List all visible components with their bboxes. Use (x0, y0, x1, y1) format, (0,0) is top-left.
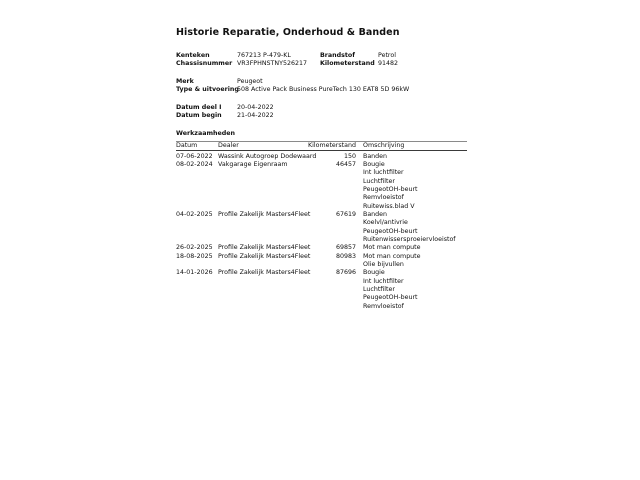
cell-kilometerstand: 87696 (335, 269, 356, 277)
datum-deel-label: Datum deel I (176, 103, 222, 111)
datum-begin-value: 21-04-2022 (237, 112, 274, 120)
omschrijving-line: Ruitenwissersproeiervloeistof (363, 236, 456, 244)
table-row (176, 161, 467, 211)
cell-datum: 18-08-2025 (176, 252, 213, 260)
table-header-row (176, 141, 467, 152)
table-row (176, 211, 467, 244)
chassisnummer-value: VR3FPHNSTNY526217 (237, 60, 307, 68)
report-page (176, 27, 467, 311)
kilometerstand-label: Kilometerstand (320, 60, 375, 68)
cell-datum: 08-02-2024 (176, 160, 213, 168)
omschrijving-line: Ruitewiss.blad V (363, 202, 415, 210)
omschrijving-line: Bougie (363, 160, 385, 168)
omschrijving-line: Int luchtfilter (363, 169, 404, 177)
type-uitvoering-label: Type & uitvoering (176, 86, 239, 94)
table-row (176, 253, 467, 270)
omschrijving-line: Remvloeistof (363, 194, 404, 202)
cell-kilometerstand: 150 (343, 152, 356, 160)
chassisnummer-label: Chassisnummer (176, 60, 233, 68)
cell-datum: 14-01-2026 (176, 269, 213, 277)
omschrijving-line: Banden (363, 211, 388, 218)
omschrijving-line: PeugeotOH-beurt (363, 294, 418, 302)
omschrijving-line: Banden (363, 152, 388, 160)
dates-section (176, 104, 467, 121)
cell-kilometerstand: 80983 (335, 252, 356, 260)
omschrijving-line: Luchtfilter (363, 286, 395, 294)
datum-begin-label: Datum begin (176, 112, 222, 120)
vehicle-type-section (176, 78, 467, 95)
merk-value: Peugeot (237, 77, 263, 85)
cell-datum: 04-02-2025 (176, 211, 213, 218)
type-uitvoering-value: 508 Active Pack Business PureTech 130 EAT8 5D 96kW (237, 86, 410, 94)
cell-omschrijving (356, 161, 467, 211)
cell-dealer: Profile Zakelijk Masters4Fleet (218, 252, 311, 260)
table-row (176, 153, 467, 161)
omschrijving-line: Bougie (363, 269, 385, 277)
cell-omschrijving (356, 153, 467, 161)
omschrijving-line: Olie bijvullen (363, 261, 404, 269)
kenteken-label: Kenteken (176, 52, 210, 59)
cell-dealer: Profile Zakelijk Masters4Fleet (218, 244, 311, 252)
column-header-datum: Datum (176, 141, 198, 149)
omschrijving-line: Luchtfilter (363, 177, 395, 185)
werkzaamheden-table (176, 141, 467, 312)
omschrijving-line: PeugeotOH-beurt (363, 227, 418, 235)
cell-dealer: Vakgarage Eigenraam (218, 160, 288, 168)
cell-omschrijving (356, 253, 467, 270)
kilometerstand-value: 91482 (378, 60, 399, 68)
cell-kilometerstand: 46457 (335, 160, 356, 168)
omschrijving-line: Mot man compute (363, 244, 421, 252)
omschrijving-line: PeugeotOH-beurt (363, 185, 418, 193)
table-row (176, 244, 467, 252)
vehicle-id-section (176, 52, 467, 69)
cell-omschrijving (356, 211, 467, 244)
table-row (176, 269, 467, 311)
werkzaamheden-section-title: Werkzaamheden (176, 129, 236, 137)
page-title: Historie Reparatie, Onderhoud & Banden (176, 27, 400, 38)
omschrijving-line: Int luchtfilter (363, 277, 404, 285)
cell-kilometerstand: 67619 (335, 211, 356, 218)
cell-kilometerstand: 69857 (335, 244, 356, 252)
column-header-omschrijving: Omschrijving (363, 141, 405, 149)
merk-label: Merk (176, 77, 194, 85)
datum-deel-value: 20-04-2022 (237, 103, 274, 111)
brandstof-value: Petrol (378, 52, 396, 59)
omschrijving-line: Koelvl/antivrie (363, 219, 408, 227)
brandstof-label: Brandstof (320, 52, 355, 59)
omschrijving-line: Remvloeistof (363, 302, 404, 310)
kenteken-value: 767213 P-479-KL (237, 52, 291, 59)
cell-dealer: Wassink Autogroep Dodewaard (218, 152, 317, 160)
omschrijving-line: Mot man compute (363, 252, 421, 260)
cell-dealer: Profile Zakelijk Masters4Fleet (218, 269, 311, 277)
cell-dealer: Profile Zakelijk Masters4Fleet (218, 211, 311, 218)
column-header-kilometerstand: Kilometerstand (307, 141, 356, 149)
cell-omschrijving (356, 244, 467, 252)
column-header-dealer: Dealer (218, 141, 239, 149)
cell-datum: 07-06-2022 (176, 152, 213, 160)
table-body (176, 151, 467, 311)
cell-omschrijving (356, 269, 467, 311)
cell-datum: 26-02-2025 (176, 244, 213, 252)
